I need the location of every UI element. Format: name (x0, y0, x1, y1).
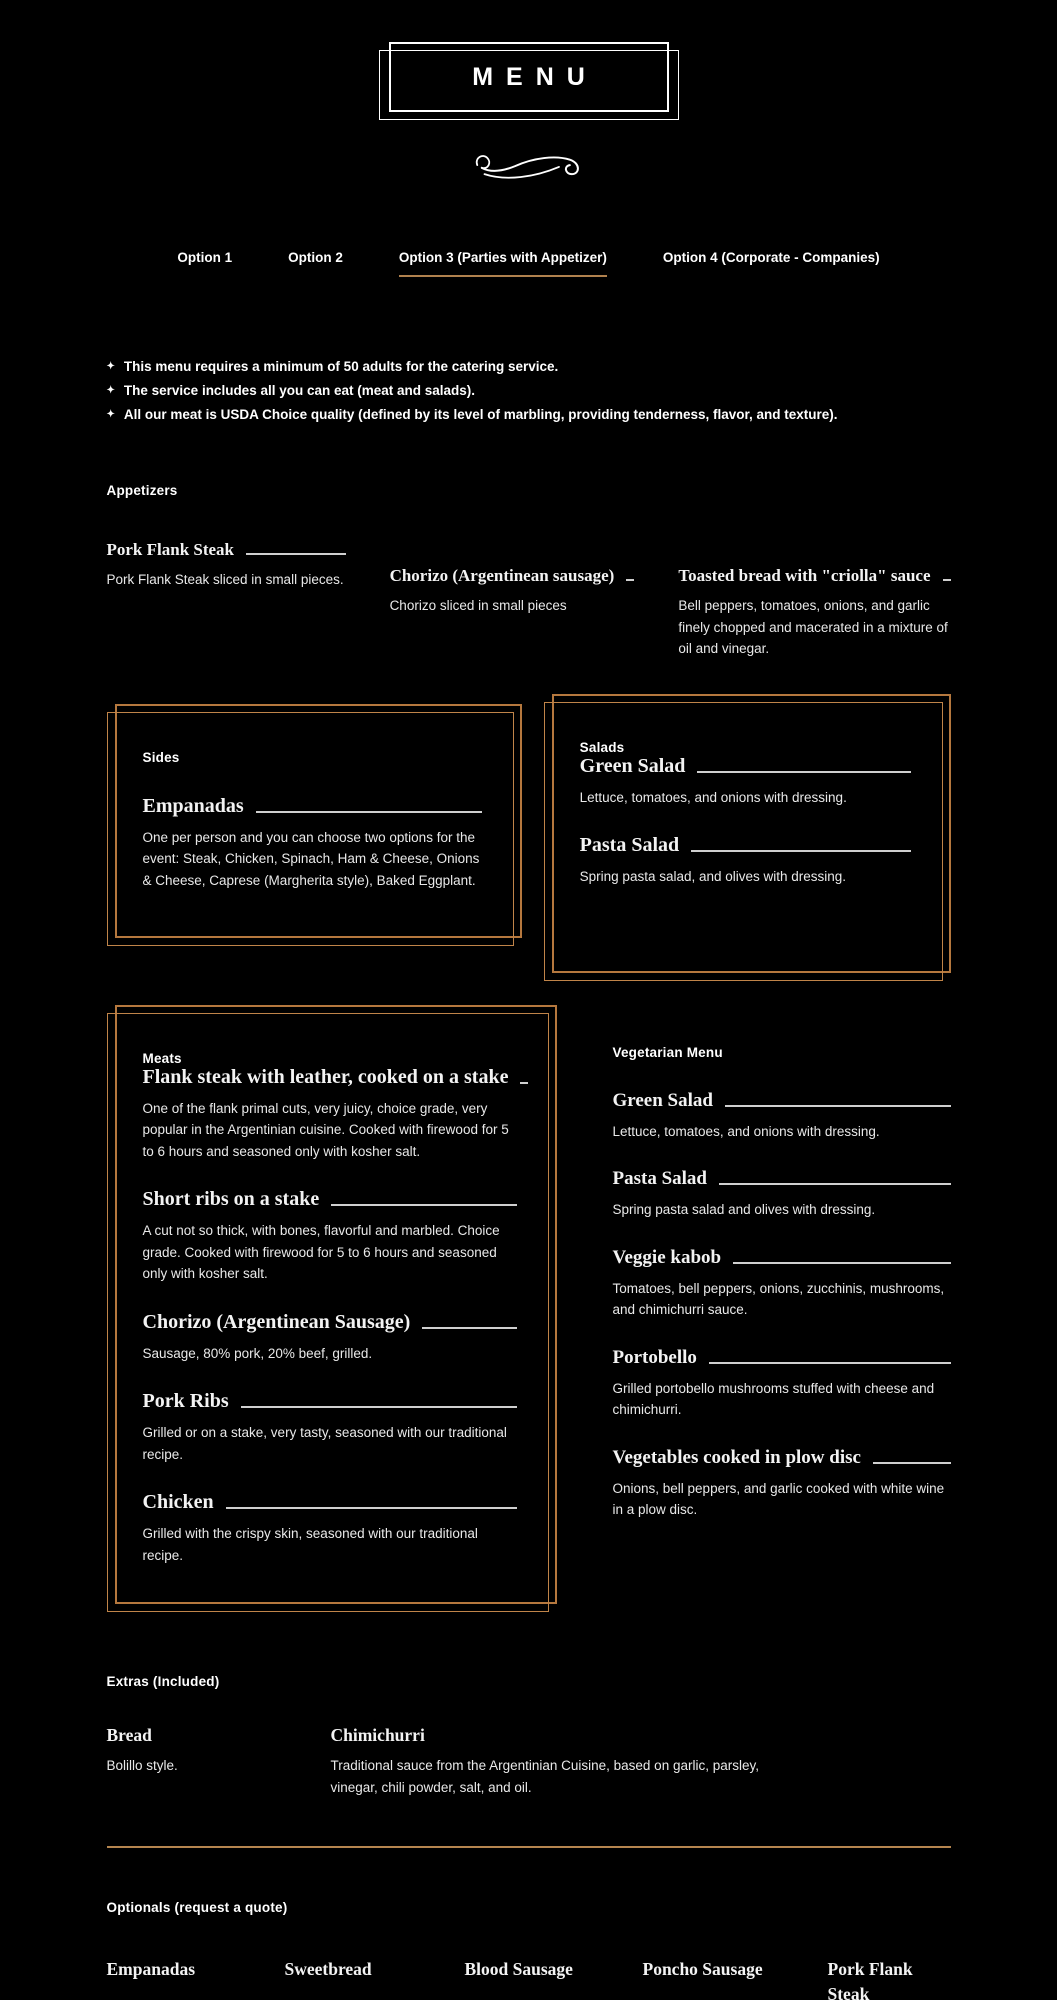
item-name: Vegetables cooked in plow disc (612, 1446, 861, 1468)
item-name: Pork Ribs (142, 1390, 229, 1412)
leader-line (626, 579, 634, 581)
note-row (107, 355, 951, 379)
leader-line (520, 1082, 528, 1084)
sides-heading: Sides (142, 749, 180, 765)
note-text: All our meat is USDA Choice quality (defined by its level of marbling, providing tenderness, flavor, and texture). (123, 407, 838, 422)
item-name: Flank steak with leather, cooked on a stake (142, 1065, 509, 1088)
star-bullet-icon: ✦ (106, 385, 115, 396)
sides-salads-row (107, 704, 951, 981)
tab-option-1[interactable] (177, 250, 232, 277)
tab-label: Option 3 (Parties with Appetizer) (398, 250, 607, 265)
item-description: One of the flank primal cuts, very juicy, choice grade, very popular in the Argentinian cuisine. Cooked with firewood for 5 to 6 hours and seasoned only with kosher salt. (142, 1100, 509, 1159)
menu-item-portobello (613, 1347, 951, 1421)
optional-item-poncho-sausage: Poncho Sausage (642, 1959, 763, 1979)
leader-line (709, 1362, 951, 1364)
item-name: Veggie kabob (612, 1246, 722, 1268)
item-name: Chorizo (Argentinean Sausage) (142, 1310, 411, 1333)
item-description: Traditional sauce from the Argentinian Cuisine, based on garlic, parsley, vinegar, chili powder, salt, and oil. (330, 1758, 759, 1795)
tab-label: Option 1 (177, 250, 233, 265)
menu-item-chicken (143, 1491, 517, 1566)
vegetarian-heading: Vegetarian Menu (612, 1044, 723, 1060)
item-name: Chicken (142, 1491, 214, 1513)
item-description: Grilled with the crispy skin, seasoned with our traditional recipe. (142, 1526, 478, 1563)
item-description: One per person and you can choose two options for the event: Steak, Chicken, Spinach, Ham & Cheese, Onions & Cheese, Caprese (Margherita style), Baked Eggplant. (142, 829, 480, 888)
item-name: Toasted bread with "criolla" sauce (678, 566, 931, 585)
service-notes (107, 355, 951, 427)
menu-item-flank-steak (143, 1066, 517, 1163)
menu-item-veg-green-salad (613, 1090, 951, 1143)
menu-item-pasta-salad (580, 834, 911, 888)
leader-line (873, 1462, 951, 1464)
menu-item-plow-disc-vegetables (613, 1447, 951, 1521)
section-divider (107, 1846, 951, 1848)
leader-line (226, 1507, 517, 1509)
leader-line (943, 579, 951, 581)
leader-line (725, 1105, 951, 1107)
salads-box (544, 694, 951, 981)
extras-heading: Extras (Included) (106, 1674, 220, 1689)
optionals-grid (107, 1957, 951, 2000)
appetizers-grid (107, 540, 951, 660)
item-description: Grilled portobello mushrooms stuffed with cheese and chimichurri. (612, 1380, 935, 1417)
item-name: Pasta Salad (579, 834, 680, 856)
item-name: Pork Flank Steak (106, 540, 235, 559)
item-name: Pasta Salad (612, 1168, 707, 1189)
item-description: Lettuce, tomatoes, and onions with dressing. (579, 789, 847, 805)
item-name: Portobello (612, 1346, 697, 1368)
optional-item-sweetbread: Sweetbread (284, 1959, 372, 1979)
leader-line (697, 771, 910, 773)
star-bullet-icon: ✦ (106, 361, 115, 372)
item-description: Onions, bell peppers, and garlic cooked with white wine in a plow disc. (612, 1480, 945, 1517)
menu-item-green-salad (580, 755, 911, 809)
sides-box (107, 704, 522, 946)
item-description: A cut not so thick, with bones, flavorful and marbled. Choice grade. Cooked with firewood for 5 to 6 hours and seasoned only with kosher salt. (142, 1223, 500, 1281)
vegetarian-menu-column (613, 1005, 951, 1613)
menu-item-empanadas (143, 795, 482, 892)
item-description: Grilled or on a stake, very tasty, seasoned with our traditional recipe. (142, 1425, 507, 1462)
item-name: Green Salad (579, 754, 686, 777)
leader-line (733, 1262, 950, 1264)
note-text: The service includes all you can eat (meat and salads). (123, 383, 476, 398)
menu-item-chorizo (390, 566, 635, 660)
leader-line (691, 850, 910, 852)
leader-line (331, 1204, 516, 1206)
tab-label: Option 4 (Corporate - Companies) (662, 250, 880, 265)
menu-item-pork-ribs (143, 1390, 517, 1465)
menu-option-tabs (0, 250, 1057, 277)
tab-option-2[interactable] (288, 250, 343, 277)
menu-item-toasted-bread (678, 566, 950, 660)
item-description: Tomatoes, bell peppers, onions, zucchinis, mushrooms, and chimichurri sauce. (612, 1280, 945, 1317)
meats-box (107, 1005, 557, 1613)
menu-item-chorizo-sausage (143, 1311, 517, 1365)
item-name: Empanadas (142, 794, 244, 817)
flourish-swirl-icon (0, 144, 1057, 188)
meats-vegetarian-row (107, 1005, 951, 1613)
note-row (107, 403, 951, 427)
optional-item-empanadas: Empanadas (106, 1959, 196, 1979)
star-bullet-icon: ✦ (106, 409, 115, 420)
item-description: Bolillo style. (106, 1758, 178, 1773)
extra-item-chimichurri (331, 1725, 763, 1798)
item-description: Chorizo sliced in small pieces (389, 598, 567, 613)
item-name: Short ribs on a stake (142, 1188, 320, 1210)
note-text: This menu requires a minimum of 50 adults for the catering service. (123, 359, 559, 374)
meats-heading: Meats (142, 1050, 182, 1066)
optionals-heading: Optionals (request a quote) (106, 1900, 288, 1915)
tab-option-4[interactable] (663, 250, 880, 277)
leader-line (246, 553, 346, 555)
item-description: Sausage, 80% pork, 20% beef, grilled. (142, 1345, 373, 1361)
optional-item-blood-sausage: Blood Sausage (464, 1959, 573, 1979)
item-description: Spring pasta salad, and olives with dressing. (579, 869, 847, 884)
leader-line (719, 1183, 951, 1185)
item-description: Lettuce, tomatoes, and onions with dressing. (612, 1123, 880, 1139)
item-name: Bread (106, 1725, 152, 1745)
item-name: Chorizo (Argentinean sausage) (389, 566, 615, 585)
page-title: MENU (472, 62, 598, 91)
tab-option-3-active[interactable] (399, 250, 607, 277)
menu-item-veggie-kabob (613, 1247, 951, 1321)
optional-item-pork-flank-steak: Pork Flank Steak (827, 1959, 913, 2000)
item-name: Chimichurri (330, 1725, 425, 1745)
leader-line (422, 1327, 516, 1329)
menu-title-frame (379, 42, 679, 120)
item-description: Spring pasta salad and olives with dressing. (612, 1202, 876, 1217)
item-description: Pork Flank Steak sliced in small pieces. (106, 572, 344, 587)
item-name: Green Salad (612, 1089, 713, 1111)
note-row (107, 379, 951, 403)
item-description: Bell peppers, tomatoes, onions, and garlic finely chopped and macerated in a mixture of oil and vinegar. (678, 598, 948, 656)
leader-line (241, 1406, 517, 1408)
tab-label: Option 2 (288, 250, 343, 265)
leader-line (256, 811, 482, 813)
menu-item-pork-flank-steak (107, 540, 346, 660)
extra-item-bread (107, 1725, 331, 1798)
menu-item-short-ribs (143, 1188, 517, 1285)
menu-item-veg-pasta-salad (613, 1168, 951, 1221)
extras-row (107, 1725, 951, 1798)
salads-heading: Salads (579, 739, 625, 755)
appetizers-heading: Appetizers (106, 483, 178, 498)
